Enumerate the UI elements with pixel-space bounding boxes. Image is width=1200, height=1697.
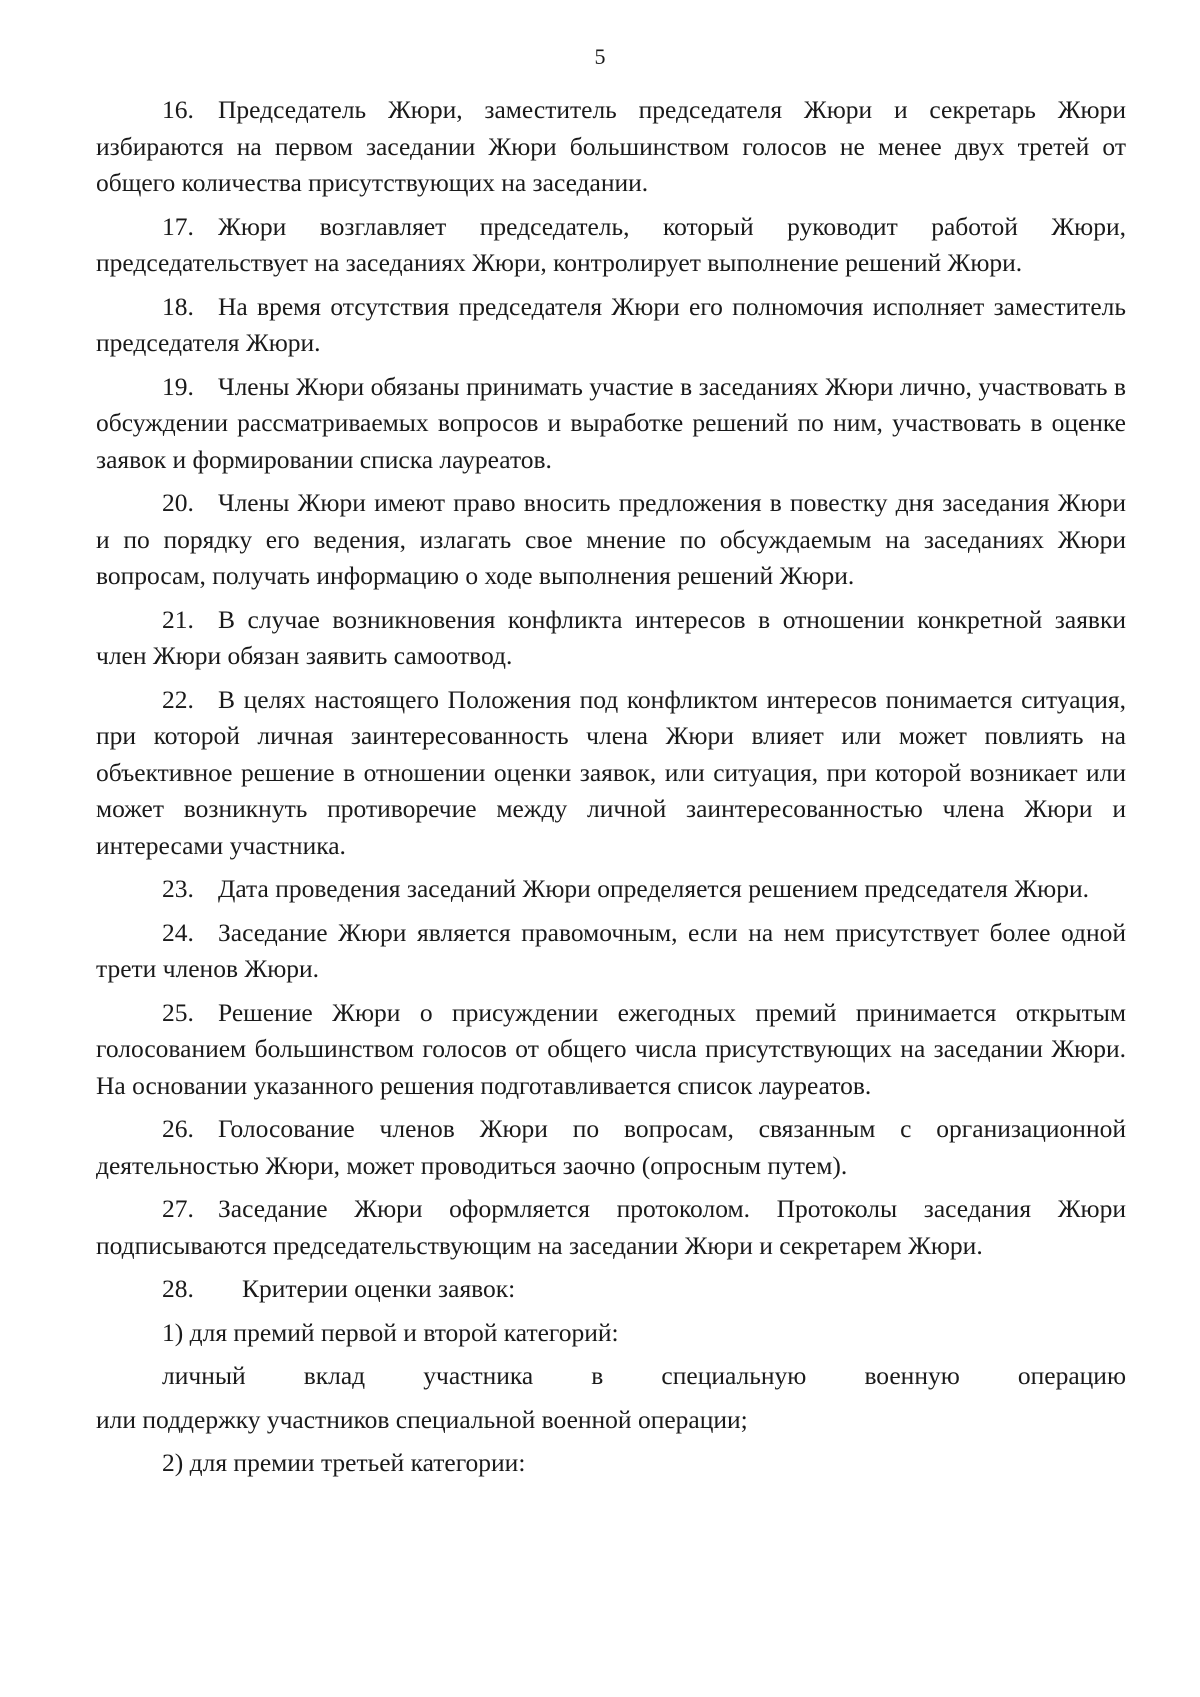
paragraph-number: 20.: [162, 488, 194, 517]
criteria-item-1-line-2: или поддержку участников специальной военной операции;: [96, 1404, 748, 1434]
paragraph-23: [96, 871, 1126, 908]
paragraph-number: 26.: [162, 1114, 194, 1143]
paragraph-text: На время отсутствия председателя Жюри его полномочия исполняет заместитель председателя Жюри.: [96, 291, 1126, 357]
paragraph-18: [96, 289, 1126, 362]
paragraph-text: Председатель Жюри, заместитель председателя Жюри и секретарь Жюри избираются на первом заседании Жюри большинством голосов не менее двух третей от общего количества присутствующих на заседании.: [96, 95, 1126, 197]
paragraph-text: Жюри возглавляет председатель, который руководит работой Жюри, председательствует на заседаниях Жюри, контролирует выполнение решений Жюри.: [96, 211, 1126, 277]
criteria-title: Критерии оценки заявок:: [242, 1274, 516, 1303]
paragraph-text: Голосование членов Жюри по вопросам, связанным с организационной деятельностью Жюри, может проводиться заочно (опросным путем).: [96, 1114, 1126, 1180]
paragraph-24: [96, 915, 1126, 988]
paragraph-text: В целях настоящего Положения под конфликтом интересов понимается ситуация, при которой личная заинтересованность члена Жюри влияет или может повлиять на объективное решение в отношении оценки заявок, или ситуация, при которой возникает или может возникнуть противоречие между личной заинтересованностью члена Жюри и интересами участника.: [96, 684, 1126, 860]
paragraph-number: 18.: [162, 291, 194, 321]
paragraph-17: [96, 209, 1126, 282]
paragraph-20: [96, 485, 1126, 595]
page-number: 5: [594, 44, 606, 69]
paragraph-number: 21.: [162, 604, 194, 634]
paragraph-text: Члены Жюри имеют право вносить предложения в повестку дня заседания Жюри и по порядку его ведения, излагать свое мнение по обсуждаемым на заседаниях Жюри вопросам, получать информацию о ходе выполнения решений Жюри.: [96, 488, 1126, 590]
paragraph-16: [96, 92, 1126, 202]
paragraph-text: В случае возникновения конфликта интересов в отношении конкретной заявки член Жюри обязан заявить самоотвод.: [96, 604, 1126, 670]
paragraph-27: [96, 1191, 1126, 1264]
paragraph-number: 16.: [162, 95, 194, 124]
paragraph-number: 28.: [162, 1274, 194, 1303]
paragraph-number: 23.: [162, 874, 194, 903]
paragraph-text: Решение Жюри о присуждении ежегодных премий принимается открытым голосованием большинством голосов от общего числа присутствующих на заседании Жюри. На основании указанного решения подготавливается список лауреатов.: [96, 997, 1126, 1100]
paragraph-text: Дата проведения заседаний Жюри определяется решением председателя Жюри.: [218, 874, 1089, 903]
paragraph-21: [96, 602, 1126, 675]
paragraph-28: [96, 1271, 1126, 1308]
paragraph-26: [96, 1111, 1126, 1184]
paragraph-number: 19.: [162, 371, 194, 401]
paragraph-number: 24.: [162, 917, 194, 947]
paragraph-text: Заседание Жюри оформляется протоколом. Протоколы заседания Жюри подписываются председательствующим на заседании Жюри и секретарем Жюри.: [96, 1194, 1126, 1260]
criteria-item-2-heading: 2) для премии третьей категории:: [162, 1448, 526, 1477]
paragraph-number: 17.: [162, 211, 194, 241]
paragraph-number: 22.: [162, 684, 194, 714]
paragraph-number: 25.: [162, 997, 194, 1027]
document-body: [96, 92, 1126, 1489]
paragraph-22: [96, 682, 1126, 865]
criteria-item-1-line-1: личный вклад участника в специальную военную операцию: [162, 1361, 1126, 1390]
paragraph-25: [96, 995, 1126, 1105]
paragraph-text: Заседание Жюри является правомочным, если на нем присутствует более одной трети членов Жюри.: [96, 917, 1126, 983]
paragraph-19: [96, 369, 1126, 479]
criteria-item-1-heading: 1) для премий первой и второй категорий:: [162, 1317, 619, 1347]
paragraph-number: 27.: [162, 1194, 194, 1223]
paragraph-text: Члены Жюри обязаны принимать участие в заседаниях Жюри лично, участвовать в обсуждении рассматриваемых вопросов и выработке решений по ним, участвовать в оценке заявок и формировании списка лауреатов.: [96, 371, 1126, 474]
